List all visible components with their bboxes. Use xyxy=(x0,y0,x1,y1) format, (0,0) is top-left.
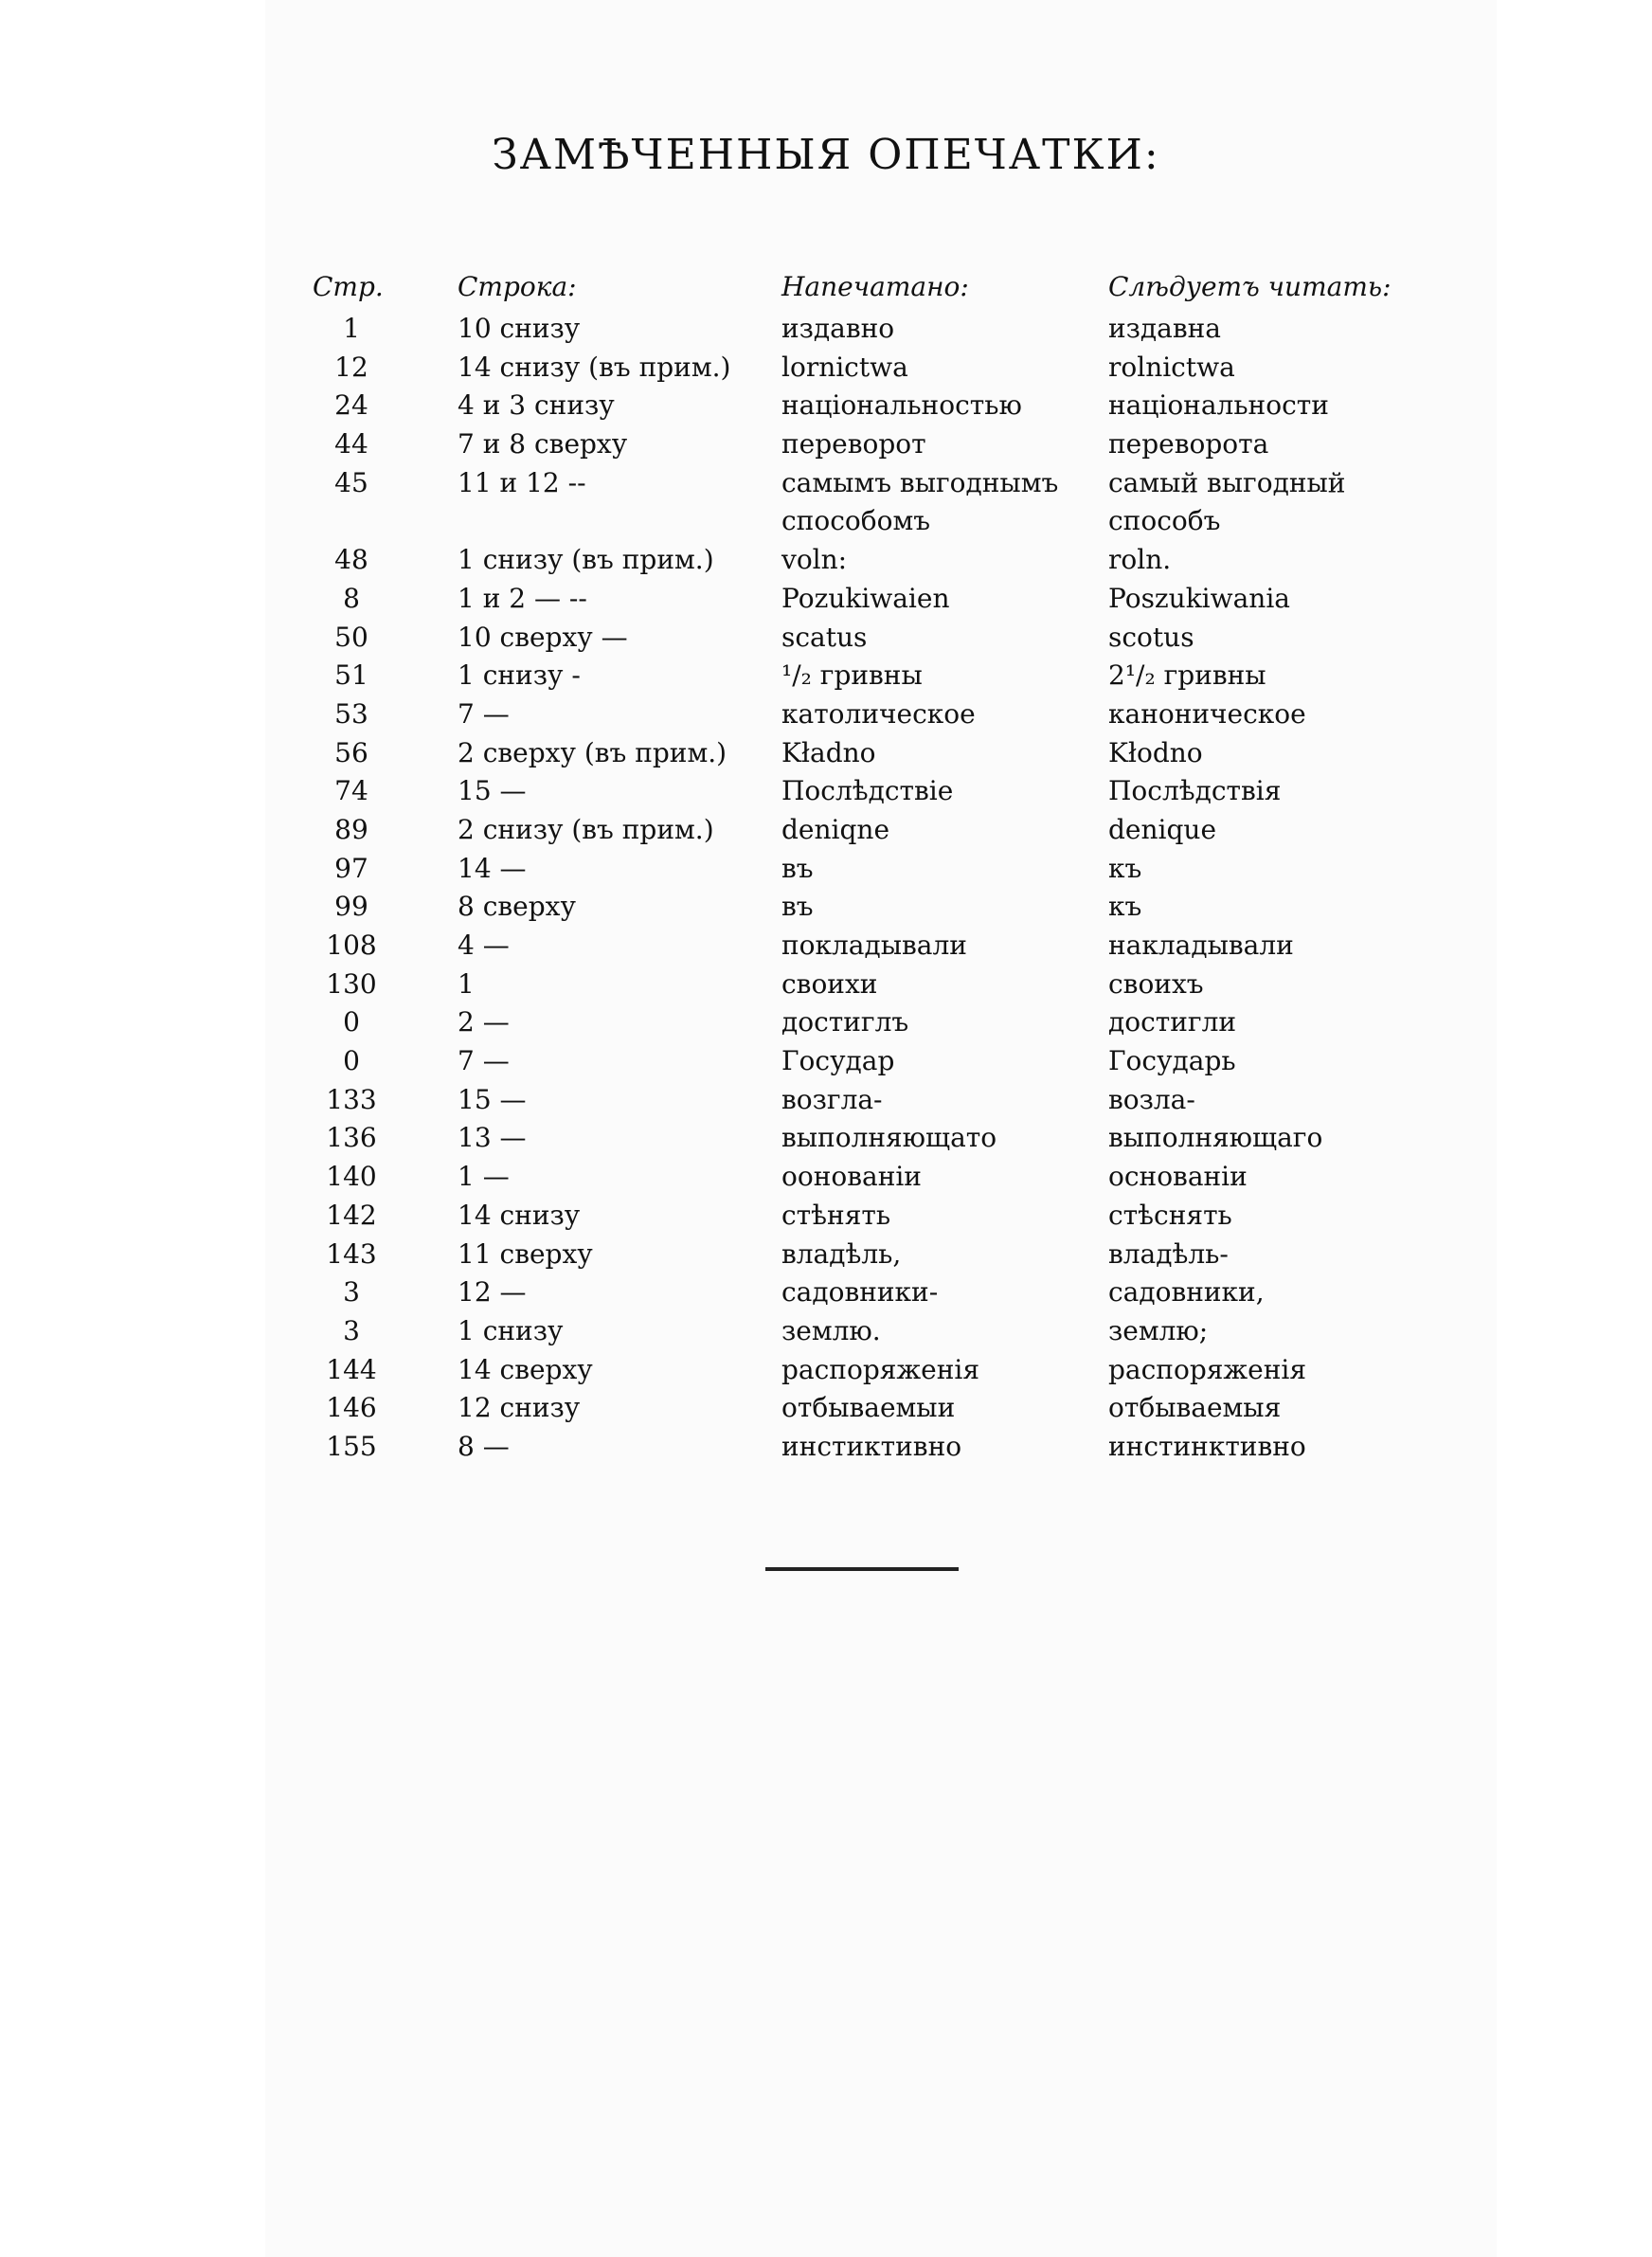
cell-page: 53 xyxy=(334,697,368,730)
cell-correct: землю; xyxy=(1108,1314,1209,1346)
cell-correct: Poszukiwania xyxy=(1108,582,1290,614)
cell-line: 1 снизу - xyxy=(458,659,581,692)
cell-printed: способомъ xyxy=(781,505,931,537)
cell-correct: распоряженія xyxy=(1108,1353,1307,1385)
cell-page: 144 xyxy=(326,1353,377,1385)
table-row xyxy=(0,387,1652,425)
cell-line: 11 и 12 -- xyxy=(458,466,586,498)
cell-correct: возла- xyxy=(1108,1083,1195,1115)
cell-page: 143 xyxy=(326,1237,377,1270)
cell-line: 13 — xyxy=(458,1122,527,1154)
cell-page: 51 xyxy=(334,659,368,692)
table-row xyxy=(0,1003,1652,1042)
table-row xyxy=(0,1197,1652,1236)
cell-printed: садовники- xyxy=(781,1276,939,1309)
table-row xyxy=(0,657,1652,695)
header-page: Стр. xyxy=(313,271,384,302)
cell-line: 14 снизу (въ прим.) xyxy=(458,351,731,383)
table-row xyxy=(0,734,1652,773)
cell-page: 24 xyxy=(334,389,368,422)
cell-page: 45 xyxy=(334,466,368,498)
cell-correct: своихъ xyxy=(1108,967,1204,1000)
cell-page: 140 xyxy=(326,1161,377,1193)
cell-line: 8 — xyxy=(458,1430,510,1462)
cell-page: 0 xyxy=(343,1045,360,1077)
cell-line: 10 сверху — xyxy=(458,621,628,653)
cell-correct: самый выгодный xyxy=(1108,466,1346,498)
page-title: ЗАМѢЧЕННЫЯ ОПЕЧАТКИ: xyxy=(492,131,1160,179)
cell-correct: переворота xyxy=(1108,428,1269,460)
cell-correct: Государь xyxy=(1108,1045,1236,1077)
cell-page: 74 xyxy=(334,775,368,807)
cell-printed: въ xyxy=(781,891,814,923)
cell-line: 15 — xyxy=(458,1083,527,1115)
cell-page: 56 xyxy=(334,736,368,768)
cell-line: 7 — xyxy=(458,1045,510,1077)
cell-page: 142 xyxy=(326,1199,377,1231)
closing-rule xyxy=(765,1567,959,1571)
table-row xyxy=(0,541,1652,580)
cell-line: 10 снизу xyxy=(458,313,581,344)
cell-correct: scotus xyxy=(1108,621,1194,653)
cell-correct: Kłodno xyxy=(1108,736,1203,768)
cell-line: 2 — xyxy=(458,1006,510,1038)
cell-printed: переворот xyxy=(781,428,926,460)
cell-line: 12 — xyxy=(458,1276,527,1309)
table-row xyxy=(0,349,1652,388)
cell-line: 7 — xyxy=(458,697,510,730)
table-row xyxy=(0,850,1652,889)
table-row xyxy=(0,772,1652,811)
cell-page: 133 xyxy=(326,1083,377,1115)
cell-correct: владѣль- xyxy=(1108,1237,1229,1270)
cell-correct: издавна xyxy=(1108,313,1221,344)
cell-printed: оонованіи xyxy=(781,1161,922,1193)
table-row xyxy=(0,1119,1652,1158)
cell-printed: національностью xyxy=(781,389,1022,422)
table-row xyxy=(0,1428,1652,1467)
cell-page: 44 xyxy=(334,428,368,460)
cell-printed: въ xyxy=(781,852,814,884)
cell-correct: 2¹/₂ гривны xyxy=(1108,659,1266,692)
table-row xyxy=(0,310,1652,349)
cell-line: 4 и 3 снизу xyxy=(458,389,615,422)
cell-page: 97 xyxy=(334,852,368,884)
cell-printed: Послѣдствіе xyxy=(781,775,954,807)
cell-page: 136 xyxy=(326,1122,377,1154)
cell-line: 1 — xyxy=(458,1161,510,1193)
cell-page: 0 xyxy=(343,1006,360,1038)
cell-correct: выполняющаго xyxy=(1108,1122,1323,1154)
cell-correct: основаніи xyxy=(1108,1161,1248,1193)
cell-printed: самымъ выгоднымъ xyxy=(781,466,1059,498)
cell-line: 15 — xyxy=(458,775,527,807)
cell-line: 1 снизу xyxy=(458,1314,564,1346)
cell-page: 48 xyxy=(334,544,368,576)
cell-printed: lornictwa xyxy=(781,351,908,383)
table-row xyxy=(0,927,1652,966)
table-row xyxy=(0,1389,1652,1428)
cell-printed: выполняющато xyxy=(781,1122,997,1154)
cell-line: 12 снизу xyxy=(458,1392,581,1424)
table-row xyxy=(0,811,1652,850)
table-row xyxy=(0,580,1652,619)
cell-page: 1 xyxy=(343,313,360,344)
errata-table xyxy=(0,268,1652,1467)
cell-printed: владѣль, xyxy=(781,1237,902,1270)
cell-page: 89 xyxy=(334,813,368,845)
cell-printed: deniqne xyxy=(781,813,890,845)
cell-correct: roln. xyxy=(1108,544,1172,576)
cell-line: 2 снизу (въ прим.) xyxy=(458,813,714,845)
cell-printed: возгла- xyxy=(781,1083,883,1115)
cell-line: 4 — xyxy=(458,930,510,961)
header-correct: Слѣдуетъ читать: xyxy=(1108,271,1392,302)
table-row xyxy=(0,425,1652,464)
table-row xyxy=(0,1158,1652,1197)
cell-page: 130 xyxy=(326,967,377,1000)
cell-line: 14 снизу xyxy=(458,1199,581,1231)
cell-printed: распоряженія xyxy=(781,1353,980,1385)
cell-page: 12 xyxy=(334,351,368,383)
cell-correct: къ xyxy=(1108,852,1142,884)
cell-printed: ¹/₂ гривны xyxy=(781,659,923,692)
cell-printed: своихи xyxy=(781,967,878,1000)
cell-printed: издавно xyxy=(781,313,895,344)
cell-printed: Государ xyxy=(781,1045,895,1077)
cell-correct: національности xyxy=(1108,389,1329,422)
cell-line: 1 xyxy=(458,967,475,1000)
cell-correct: отбываемыя xyxy=(1108,1392,1282,1424)
table-row xyxy=(0,619,1652,658)
cell-line: 1 снизу (въ прим.) xyxy=(458,544,714,576)
table-row xyxy=(0,502,1652,541)
table-row xyxy=(0,888,1652,927)
cell-printed: землю. xyxy=(781,1314,881,1346)
table-row xyxy=(0,1312,1652,1351)
table-row xyxy=(0,1273,1652,1312)
cell-correct: rolnictwa xyxy=(1108,351,1235,383)
cell-line: 7 и 8 сверху xyxy=(458,428,628,460)
cell-printed: scatus xyxy=(781,621,868,653)
cell-printed: покладывали xyxy=(781,930,967,961)
cell-correct: denique xyxy=(1108,813,1217,845)
table-body xyxy=(0,310,1652,1467)
cell-printed: Pozukiwaien xyxy=(781,582,950,614)
cell-printed: католическое xyxy=(781,697,976,730)
cell-printed: инстиктивно xyxy=(781,1430,962,1462)
cell-correct: способъ xyxy=(1108,505,1221,537)
cell-page: 155 xyxy=(326,1430,377,1462)
cell-printed: стѣнять xyxy=(781,1199,891,1231)
cell-correct: достигли xyxy=(1108,1006,1237,1038)
cell-line: 1 и 2 — -- xyxy=(458,582,587,614)
cell-printed: Kładno xyxy=(781,736,876,768)
cell-page: 146 xyxy=(326,1392,377,1424)
header-line: Строка: xyxy=(458,271,577,302)
cell-line: 14 сверху xyxy=(458,1353,593,1385)
table-row xyxy=(0,1042,1652,1081)
header-printed: Напечатано: xyxy=(781,271,969,302)
cell-correct: стѣснять xyxy=(1108,1199,1232,1231)
cell-page: 108 xyxy=(326,930,377,961)
table-row xyxy=(0,464,1652,503)
cell-correct: Послѣдствія xyxy=(1108,775,1282,807)
cell-page: 99 xyxy=(334,891,368,923)
cell-correct: каноническое xyxy=(1108,697,1306,730)
cell-printed: voln: xyxy=(781,544,848,576)
cell-correct: садовники, xyxy=(1108,1276,1265,1309)
table-header xyxy=(0,268,1652,310)
cell-page: 50 xyxy=(334,621,368,653)
table-row xyxy=(0,1351,1652,1390)
table-row xyxy=(0,695,1652,734)
table-row xyxy=(0,966,1652,1004)
cell-line: 11 сверху xyxy=(458,1237,593,1270)
cell-correct: къ xyxy=(1108,891,1142,923)
cell-line: 8 сверху xyxy=(458,891,576,923)
cell-page: 3 xyxy=(343,1314,360,1346)
table-row xyxy=(0,1236,1652,1274)
cell-page: 8 xyxy=(343,582,360,614)
cell-line: 2 сверху (въ прим.) xyxy=(458,736,727,768)
cell-correct: инстинктивно xyxy=(1108,1430,1306,1462)
cell-page: 3 xyxy=(343,1276,360,1309)
cell-printed: достиглъ xyxy=(781,1006,909,1038)
cell-printed: отбываемыи xyxy=(781,1392,956,1424)
cell-line: 14 — xyxy=(458,852,527,884)
table-row xyxy=(0,1081,1652,1120)
cell-correct: накладывали xyxy=(1108,930,1294,961)
